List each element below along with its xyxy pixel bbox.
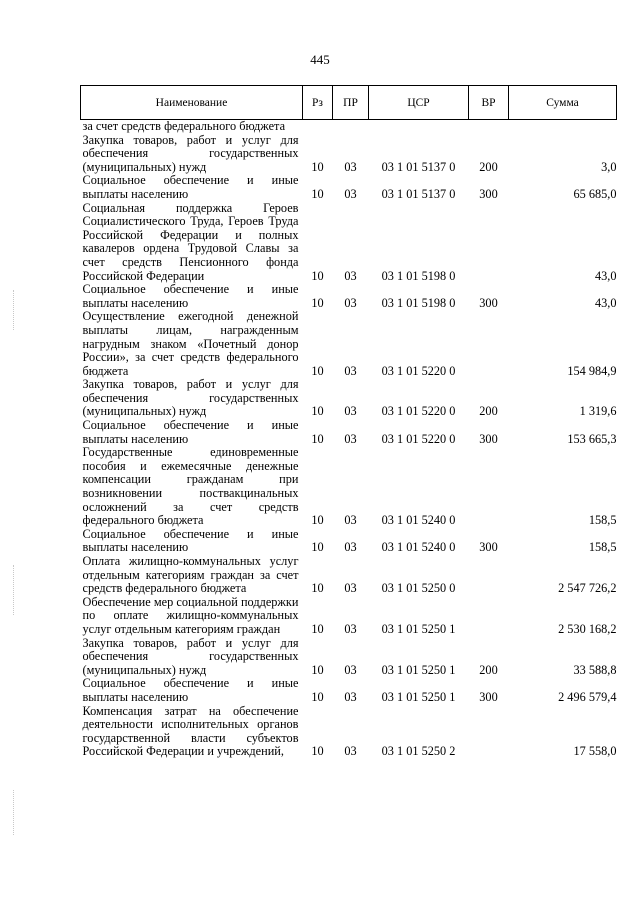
row-vr: 300 <box>479 689 498 704</box>
row-name: за счет средств федерального бюджета <box>82 119 286 133</box>
row-name: Обеспечение мер социальной поддержки по оплате жилищно-коммунальных услуг отдельным категориям граждан <box>82 594 299 636</box>
row-sum: 43,0 <box>594 268 617 283</box>
row-sum: 17 558,0 <box>573 744 617 759</box>
row-csr: 03 1 01 5137 0 <box>381 186 456 201</box>
row-pr: 03 <box>344 744 357 759</box>
row-pr: 03 <box>344 689 357 704</box>
row-rz: 10 <box>311 540 324 555</box>
row-csr: 03 1 01 5220 0 <box>381 431 456 446</box>
row-rz: 10 <box>311 295 324 310</box>
row-name: Социальное обеспечение и иные выплаты населению <box>82 282 299 310</box>
page-number: 445 <box>310 52 330 67</box>
row-rz: 10 <box>311 363 324 378</box>
row-name: Социальное обеспечение и иные выплаты населению <box>82 526 299 555</box>
table-row <box>81 134 617 175</box>
row-name: Оплата жилищно-коммунальных услуг отдельным категориям граждан за счет средств федерального бюджета <box>82 554 299 596</box>
table-row <box>81 528 617 555</box>
row-pr: 03 <box>344 662 357 677</box>
row-rz: 10 <box>311 431 324 446</box>
row-pr: 03 <box>344 295 357 310</box>
table-row <box>81 419 617 446</box>
row-vr: 200 <box>479 662 498 677</box>
row-pr: 03 <box>344 404 357 419</box>
row-csr: 03 1 01 5240 0 <box>381 540 456 555</box>
row-rz: 10 <box>311 689 324 704</box>
row-name: Социальное обеспечение и иные выплаты населению <box>82 173 299 201</box>
row-name: Государственные единовременные пособия и ежемесячные денежные компенсации гражданам при возникновении поствакцинальных осложнений за счет средств федерального бюджета <box>82 445 299 528</box>
scan-artifact <box>13 290 15 330</box>
table-row <box>81 596 617 637</box>
row-pr: 03 <box>344 431 357 446</box>
row-name: Социальная поддержка Героев Социалистического Труда, Героев Труда Российской Федерации и полных кавалеров ордена Трудовой Славы за счет средств Пенсионного фонда Российской Федерации <box>82 200 299 283</box>
table-row <box>81 310 617 378</box>
header-vr: ВР <box>469 86 509 120</box>
row-pr <box>333 120 369 134</box>
row-pr: 03 <box>344 186 357 201</box>
row-vr: 300 <box>479 431 498 446</box>
row-vr <box>469 596 509 637</box>
row-pr: 03 <box>344 621 357 636</box>
row-sum: 2 530 168,2 <box>558 621 617 636</box>
row-csr: 03 1 01 5198 0 <box>381 295 456 310</box>
row-sum: 153 665,3 <box>567 431 617 446</box>
row-vr: 200 <box>479 404 498 419</box>
row-name: Социальное обеспечение и иные выплаты населению <box>82 418 299 446</box>
row-csr: 03 1 01 5220 0 <box>381 404 456 419</box>
scan-artifact <box>13 565 15 615</box>
table-row <box>81 677 617 704</box>
row-vr <box>469 555 509 596</box>
row-csr: 03 1 01 5250 1 <box>381 662 456 677</box>
row-rz: 10 <box>311 186 324 201</box>
table-row <box>81 283 617 310</box>
row-sum: 3,0 <box>601 159 617 174</box>
row-vr: 300 <box>479 295 498 310</box>
row-rz: 10 <box>311 581 324 596</box>
row-sum: 158,5 <box>588 540 617 555</box>
table-row <box>81 202 617 284</box>
row-name: Закупка товаров, работ и услуг для обеспечения государственных (муниципальных) нужд <box>82 377 299 419</box>
row-rz: 10 <box>311 662 324 677</box>
table-row <box>81 637 617 678</box>
row-pr: 03 <box>344 513 357 528</box>
row-csr: 03 1 01 5250 1 <box>381 689 456 704</box>
row-name: Осуществление ежегодной денежной выплаты лицам, награжденным нагрудным знаком «Почетный донор России», за счет средств федерального бюджета <box>82 309 299 378</box>
row-rz <box>303 120 333 134</box>
row-rz: 10 <box>311 159 324 174</box>
row-vr: 300 <box>479 186 498 201</box>
header-rz: Рз <box>303 86 333 120</box>
row-sum: 2 547 726,2 <box>558 581 617 596</box>
row-sum: 65 685,0 <box>573 186 617 201</box>
row-sum: 2 496 579,4 <box>558 689 617 704</box>
row-name: Социальное обеспечение и иные выплаты населению <box>82 676 299 704</box>
row-vr <box>469 120 509 134</box>
row-csr: 03 1 01 5220 0 <box>381 363 456 378</box>
header-sum: Сумма <box>509 86 617 120</box>
table-row <box>81 446 617 528</box>
row-sum: 43,0 <box>594 295 617 310</box>
row-name: Закупка товаров, работ и услуг для обеспечения государственных (муниципальных) нужд <box>82 132 299 174</box>
row-vr <box>469 202 509 284</box>
row-name: Закупка товаров, работ и услуг для обеспечения государственных (муниципальных) нужд <box>82 635 299 677</box>
budget-table <box>80 85 617 759</box>
row-csr: 03 1 01 5250 2 <box>381 744 456 759</box>
row-sum: 1 319,6 <box>579 404 617 419</box>
row-csr: 03 1 01 5240 0 <box>381 513 456 528</box>
row-vr: 200 <box>479 159 498 174</box>
table-row <box>81 555 617 596</box>
row-pr: 03 <box>344 581 357 596</box>
scan-artifact <box>13 790 15 835</box>
table-row <box>81 174 617 201</box>
row-csr: 03 1 01 5250 1 <box>381 621 456 636</box>
row-sum: 33 588,8 <box>573 662 617 677</box>
row-pr: 03 <box>344 159 357 174</box>
table-row <box>81 705 617 759</box>
row-csr: 03 1 01 5198 0 <box>381 268 456 283</box>
row-name: Компенсация затрат на обеспечение деятельности исполнительных органов государственной власти субъектов Российской Федерации и учреждений, <box>82 703 299 759</box>
row-csr <box>369 120 469 134</box>
row-sum: 154 984,9 <box>567 363 617 378</box>
row-vr <box>469 705 509 759</box>
row-rz: 10 <box>311 513 324 528</box>
row-rz: 10 <box>311 621 324 636</box>
row-pr: 03 <box>344 540 357 555</box>
table-row <box>81 120 617 134</box>
row-pr: 03 <box>344 268 357 283</box>
row-pr: 03 <box>344 363 357 378</box>
row-sum: 158,5 <box>588 513 617 528</box>
header-name: Наименование <box>81 86 303 120</box>
row-rz: 10 <box>311 404 324 419</box>
row-csr: 03 1 01 5250 0 <box>381 581 456 596</box>
row-csr: 03 1 01 5137 0 <box>381 159 456 174</box>
header-pr: ПР <box>333 86 369 120</box>
row-vr: 300 <box>479 540 498 555</box>
table-row <box>81 378 617 419</box>
row-vr <box>469 310 509 378</box>
row-rz: 10 <box>311 268 324 283</box>
row-sum <box>509 120 617 134</box>
header-csr: ЦСР <box>369 86 469 120</box>
row-vr <box>469 446 509 528</box>
table-header-row <box>81 86 617 120</box>
row-rz: 10 <box>311 744 324 759</box>
